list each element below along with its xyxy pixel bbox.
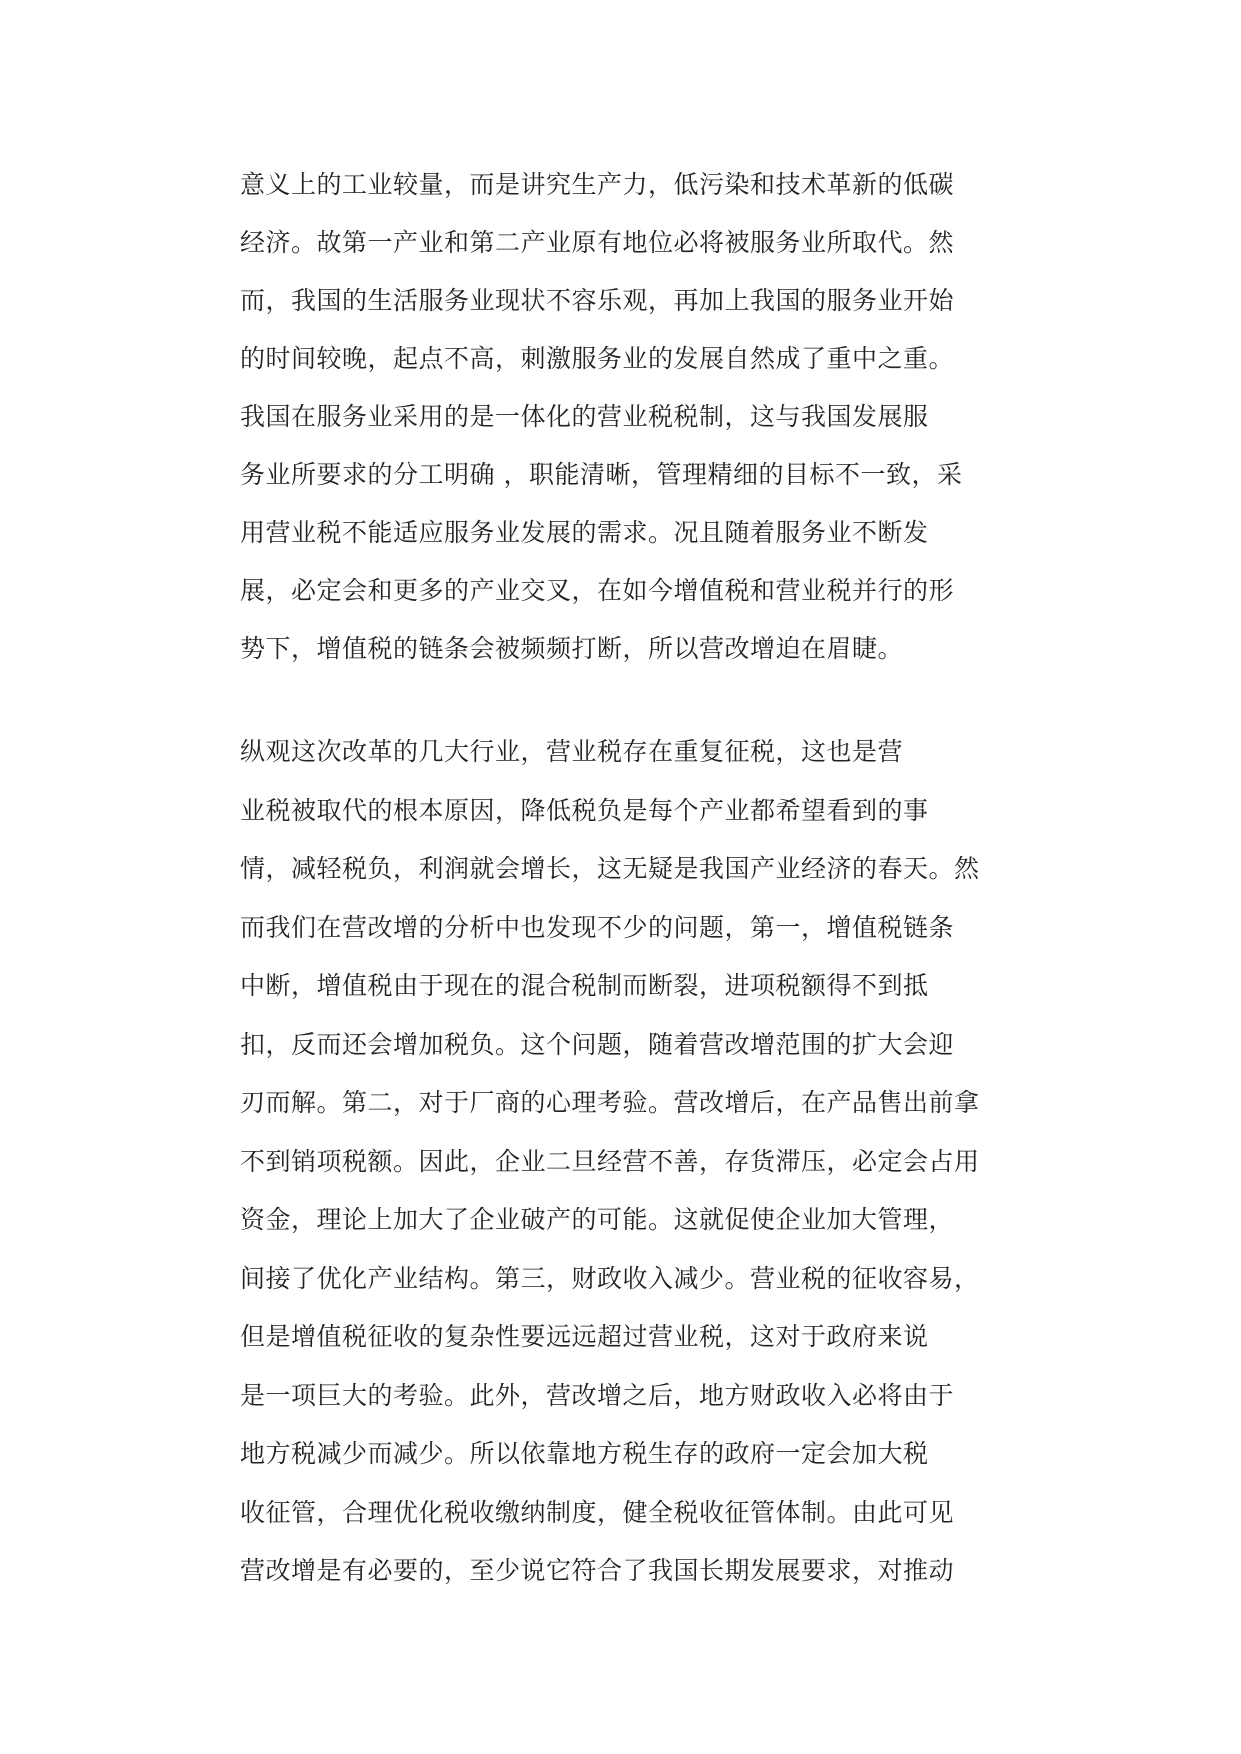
paragraph-line: 经济。故第一产业和第二产业原有地位必将被服务业所取代。然 [240, 228, 955, 257]
paragraph-line: 的时间较晚，起点不高，刺激服务业的发展自然成了重中之重。 [240, 344, 955, 373]
paragraph-line: 是一项巨大的考验。此外，营改增之后，地方财政收入必将由于 [240, 1380, 955, 1410]
paragraph-1 [240, 156, 1000, 678]
paragraph-line: 用营业税不能适应服务业发展的需求。况且随着服务业不断发 [240, 518, 929, 547]
paragraph-line: 中断，增值税由于现在的混合税制而断裂，进项税额得不到抵 [240, 971, 929, 1000]
paragraph-line: 意义上的工业较量，而是讲究生产力，低污染和技术革新的低碳 [240, 170, 955, 199]
paragraph-line: 刃而解。第二，对于厂商的心理考验。营改增后，在产品售出前拿 [240, 1088, 980, 1117]
paragraph-line: 资金，理论上加大了企业破产的可能。这就促使企业加大管理， [240, 1205, 955, 1234]
paragraph-2 [240, 723, 1000, 1601]
paragraph-line: 间接了优化产业结构。第三，财政收入减少。营业税的征收容易， [240, 1263, 980, 1293]
paragraph-line: 业税被取代的根本原因，降低税负是每个产业都希望看到的事 [240, 795, 929, 825]
paragraph-line: 而，我国的生活服务业现状不容乐观，再加上我国的服务业开始 [240, 286, 955, 315]
paragraph-line: 但是增值税征收的复杂性要远远超过营业税，这对于政府来说 [240, 1322, 929, 1351]
paragraph-line: 势下，增值税的链条会被频频打断，所以营改增迫在眉睫。 [240, 634, 904, 663]
paragraph-line: 我国在服务业采用的是一体化的营业税税制，这与我国发展服 [240, 402, 929, 431]
paragraph-line: 收征管，合理优化税收缴纳制度，健全税收征管体制。由此可见 [240, 1497, 955, 1527]
paragraph-line: 营改增是有必要的，至少说它符合了我国长期发展要求，对推动 [240, 1556, 955, 1585]
paragraph-line: 不到销项税额。因此，企业二旦经营不善，存货滞压，必定会占用 [240, 1146, 980, 1176]
paragraph-line: 纵观这次改革的几大行业，营业税存在重复征税，这也是营 [240, 737, 904, 766]
paragraph-line: 扣，反而还会增加税负。这个问题，随着营改增范围的扩大会迎 [240, 1029, 955, 1059]
paragraph-line: 情，减轻税负，利润就会增长，这无疑是我国产业经济的春天。然 [240, 854, 980, 883]
paragraph-line: 务业所要求的分工明确 ，职能清晰，管理精细的目标不一致，采 [240, 460, 963, 489]
paragraph-line: 展，必定会和更多的产业交叉，在如今增值税和营业税并行的形 [240, 576, 955, 605]
paragraph-line: 地方税减少而减少。所以依靠地方税生存的政府一定会加大税 [240, 1439, 929, 1468]
paragraph-line: 而我们在营改增的分析中也发现不少的问题，第一，增值税链条 [240, 912, 955, 942]
